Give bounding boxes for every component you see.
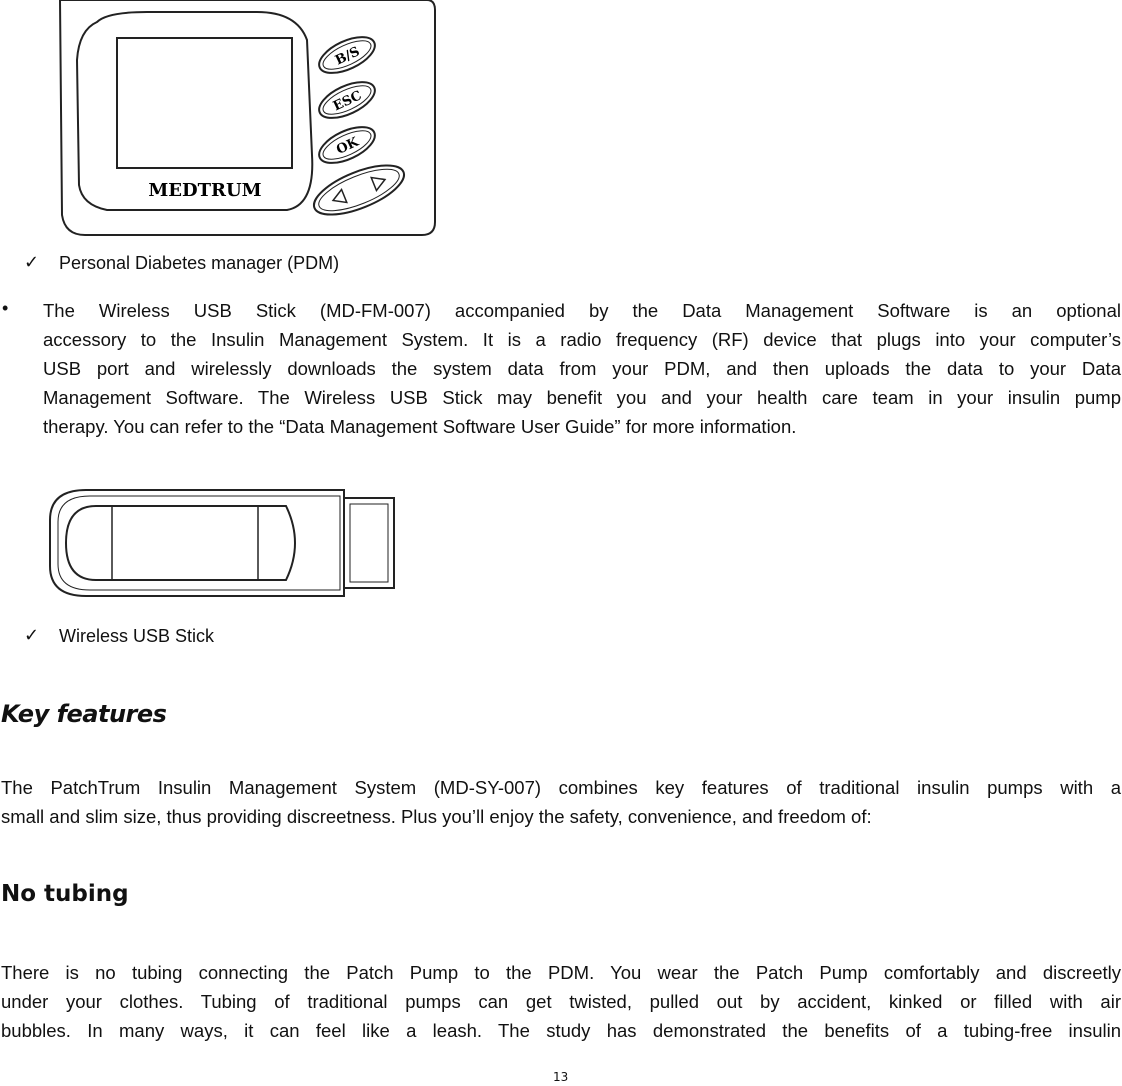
- usb-paragraph-line: The Wireless USB Stick (MD-FM-007) accompanied by the Data Management Software is an optional: [43, 300, 1121, 321]
- check-icon: ✓: [24, 252, 40, 273]
- no-tubing-body: [1, 958, 1121, 1045]
- pdm-brand: MEDTRUM: [148, 180, 262, 201]
- no-tubing-heading: No tubing: [1, 881, 129, 907]
- left-arrow-icon: [330, 190, 346, 207]
- usb-paragraph: [43, 296, 1121, 441]
- arrow-keys[interactable]: [308, 155, 410, 224]
- bullet-icon: •: [2, 298, 9, 318]
- esc-button[interactable]: [314, 75, 380, 126]
- ok-button[interactable]: [314, 120, 380, 171]
- usb-connector: [344, 498, 394, 588]
- bs-button[interactable]: [314, 30, 380, 81]
- right-arrow-icon: [371, 173, 387, 190]
- usb-caption: Wireless USB Stick: [59, 626, 215, 646]
- no-tubing-line: There is no tubing connecting the Patch Pump to the PDM. You wear the Patch Pump comfortably and discreetly: [1, 962, 1121, 983]
- intro-line: small and slim size, thus providing discreetness. Plus you’ll enjoy the safety, convenience, and freedom of:: [1, 806, 872, 827]
- ok-button-label: OK: [334, 134, 362, 158]
- pdm-screen: [117, 38, 292, 168]
- usb-paragraph-line: therapy. You can refer to the “Data Management Software User Guide” for more information.: [43, 416, 797, 437]
- key-features-heading: Key features: [1, 700, 167, 728]
- no-tubing-line: bubbles. In many ways, it can feel like a leash. The study has demonstrated the benefits of a tubing-free insulin: [1, 1020, 1121, 1041]
- usb-paragraph-line: accessory to the Insulin Management System. It is a radio frequency (RF) device that plugs into your computer’s: [43, 329, 1121, 350]
- page-number: 13: [553, 1070, 569, 1084]
- usb-paragraph-line: Management Software. The Wireless USB Stick may benefit you and your health care team in your insulin pump: [43, 387, 1121, 408]
- bs-button-label: B/S: [333, 44, 363, 69]
- pdm-illustration: [57, 0, 437, 238]
- esc-button-label: ESC: [331, 88, 365, 115]
- usb-paragraph-line: USB port and wirelessly downloads the system data from your PDM, and then uploads the data to your Data: [43, 358, 1121, 379]
- intro-line: The PatchTrum Insulin Management System (MD-SY-007) combines key features of traditional insulin pumps with a: [1, 777, 1121, 798]
- check-icon: ✓: [24, 625, 40, 646]
- usb-stick-illustration: [46, 486, 398, 600]
- pdm-caption: Personal Diabetes manager (PDM): [59, 253, 340, 273]
- no-tubing-line: under your clothes. Tubing of traditional pumps can get twisted, pulled out by accident, kinked or filled with air: [1, 991, 1121, 1012]
- key-features-intro: [1, 773, 1121, 831]
